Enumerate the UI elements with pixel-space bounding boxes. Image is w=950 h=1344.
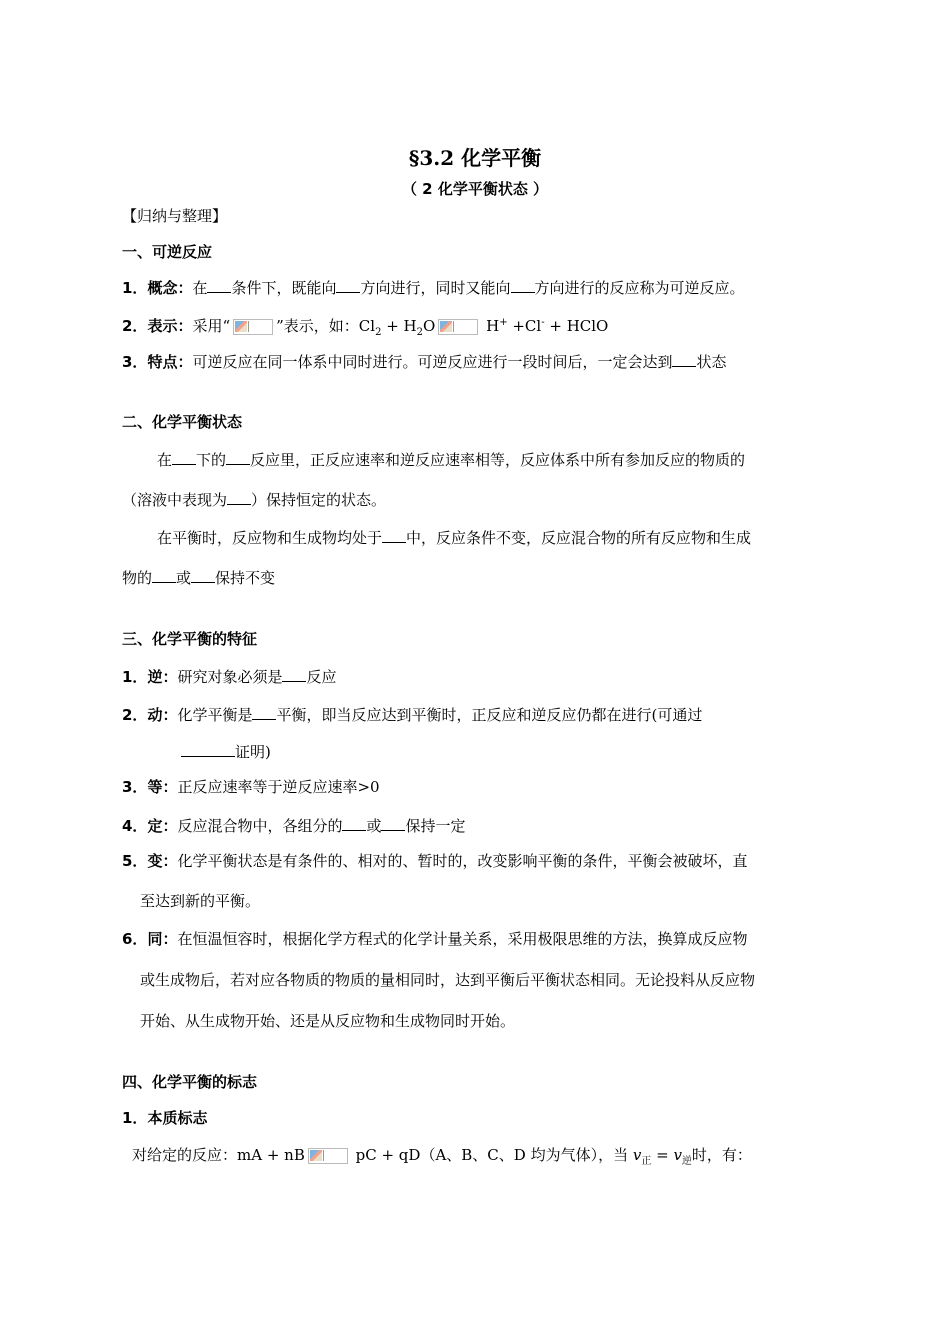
section-3-heading: 三、化学平衡的特征 [122,630,258,648]
s3-item-6-cont-1: 或生成物后，若对应各物质的物质的量相同时，达到平衡后平衡状态相同。无论投料从反应物 [140,971,756,989]
fill-blank[interactable] [227,488,251,505]
s2-line-3: 在平衡时，反应物和生成物均处于 中，反应条件不变，反应混合物的所有反应物和生成 [157,526,751,548]
item-number: 2． [122,317,148,335]
fill-blank[interactable] [511,276,535,293]
s4-line-1: 对给定的反应：mA + nB pC + qD（A、B、C、D 均为气体），当 $v_正 = v_逆$时，有： [132,1146,752,1167]
fill-blank[interactable] [381,814,405,831]
fill-blank[interactable] [207,276,231,293]
item-label: 等： [147,778,178,796]
s2-line-2: （溶液中表现为 ）保持恒定的状态。 [122,488,386,510]
item-label: 动： [147,706,178,724]
fill-blank[interactable] [282,665,306,682]
s3-item-6: 6．同：在恒温恒容时，根据化学方程式的化学计量关系，采用极限思维的方法，换算成反应物 [122,930,748,948]
item-number: 1． [122,668,148,686]
s1-item-2: 2．表示：采用“ ”表示，如：$Cl_2 + H_2O$ H+ +Cl- + HClO [122,317,609,338]
item-label: 表示： [147,317,193,335]
page-subtitle: （ 2 化学平衡状态 ） [401,180,549,198]
fill-blank[interactable] [672,350,696,367]
section-tag: 【归纳与整理】 [122,207,228,225]
fill-blank[interactable] [382,526,406,543]
item-label: 特点： [147,353,193,371]
item-number: 5． [122,852,148,870]
item-number: 2． [122,706,148,724]
item-number: 3． [122,778,148,796]
section-1-heading: 一、可逆反应 [122,243,213,261]
s1-item-3: 3．特点：可逆反应在同一体系中同时进行。可逆反应进行一段时间后，一定会达到 状态 [122,350,726,372]
s4-subheading [122,1108,207,1128]
fill-blank[interactable] [226,448,250,465]
fill-blank[interactable] [152,566,176,583]
page-title: §3.2 化学平衡 [408,146,542,170]
item-label: 同： [147,930,178,948]
item-number: 4． [122,817,148,835]
s3-item-1: 1．逆：研究对象必须是 反应 [122,665,336,687]
s3-item-2: 2．动：化学平衡是 平衡，即当反应达到平衡时，正反应和逆反应仍都在进行(可通过 [122,703,702,725]
section-2-heading: 二、化学平衡状态 [122,413,243,431]
s2-line-1: 在 下的 反应里，正反应速率和逆反应速率相等，反应体系中所有参加反应的物质的 [157,448,745,470]
reversible-arrow-image-icon [233,319,273,335]
fill-blank[interactable] [191,566,215,583]
fill-blank[interactable] [252,703,276,720]
item-label: 概念： [147,279,193,297]
fill-blank[interactable] [181,740,235,757]
item-label: 逆： [147,668,178,686]
section-4-heading: 四、化学平衡的标志 [122,1073,258,1091]
fill-blank[interactable] [336,276,360,293]
reversible-arrow-image-icon [308,1148,348,1164]
s2-line-4: 物的 或 保持不变 [122,566,275,588]
s3-item-6-cont-2: 开始、从生成物开始、还是从反应物和生成物同时开始。 [140,1012,516,1030]
item-number: 6． [122,930,148,948]
item-number: 3． [122,353,148,371]
item-number: 1． [122,1109,148,1127]
fill-blank[interactable] [342,814,366,831]
s3-item-3: 3．等：正反应速率等于逆反应速率>0 [122,778,380,796]
s3-item-5-cont: 至达到新的平衡。 [140,892,261,910]
s3-item-2-cont: 证明) [181,740,271,762]
item-label: 变： [147,852,178,870]
s3-item-4: 4．定：反应混合物中，各组分的 或 保持一定 [122,814,466,836]
item-number: 1． [122,279,148,297]
reversible-arrow-image-icon [438,319,478,335]
s1-item-1: 1．概念：在 条件下，既能向 方向进行，同时又能向 方向进行的反应称为可逆反应。 [122,276,745,298]
s3-item-5: 5．变：化学平衡状态是有条件的、相对的、暂时的，改变影响平衡的条件，平衡会被破坏，直 [122,852,748,870]
item-label: 本质标志 [147,1109,208,1127]
fill-blank[interactable] [172,448,196,465]
item-label: 定： [147,817,178,835]
